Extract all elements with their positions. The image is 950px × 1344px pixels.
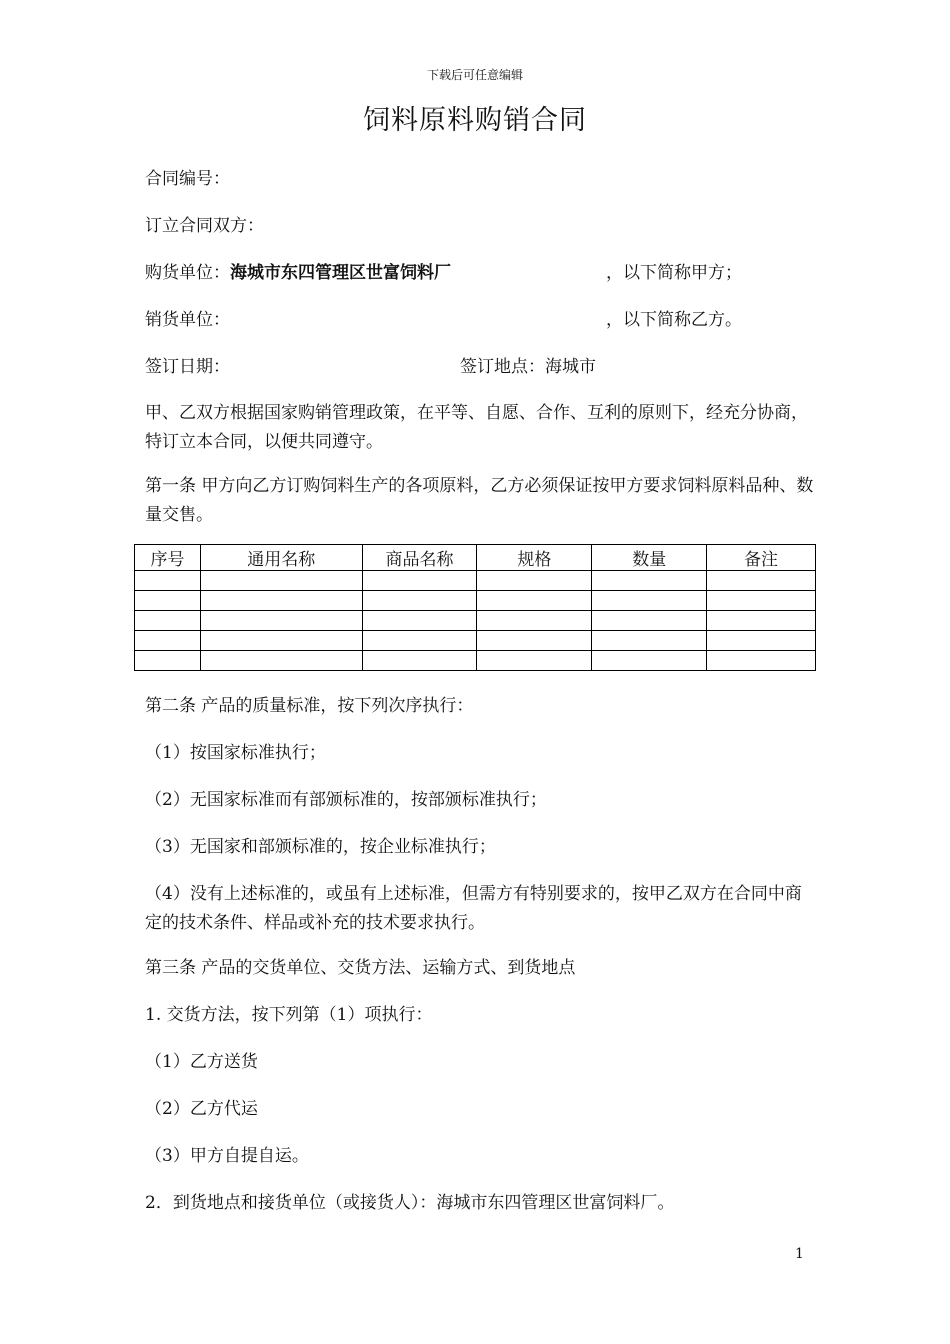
intro-paragraph: 甲、乙双方根据国家购销管理政策，在平等、自愿、合作、互利的原则下，经充分协商，特订立本合同，以便共同遵守。 [145,403,808,452]
buyer-name: 海城市东四管理区世富饲料厂 [230,263,451,283]
table-cell [362,651,477,671]
table-cell [200,651,362,671]
header-cell: 通用名称 [200,545,362,571]
table-cell [707,591,816,611]
header-cell: 规格 [477,545,592,571]
seller-suffix: ，以下简称乙方。 [606,310,742,330]
header-cell: 商品名称 [362,545,477,571]
table-row [135,631,816,651]
contract-number-label: 合同编号： [145,169,230,189]
table-cell [135,631,201,651]
table-cell [477,651,592,671]
header-cell: 序号 [135,545,201,571]
table-row [135,571,816,591]
table-cell [707,611,816,631]
delivery-option: （1）乙方送货 [145,1052,258,1072]
header-cell: 数量 [592,545,707,571]
table-row [135,611,816,631]
table-cell [477,591,592,611]
table-cell [707,651,816,671]
table-cell [477,571,592,591]
article-3-clause-2: 2．到货地点和接货单位（或接货人）：海城市东四管理区世富饲料厂。 [145,1193,675,1213]
table-cell [477,611,592,631]
table-cell [592,651,707,671]
table-cell [362,611,477,631]
table-cell [200,591,362,611]
table-cell [362,591,477,611]
seller-label: 销货单位： [145,310,230,330]
article-2-item: （1）按国家标准执行； [145,743,326,763]
table-header-row [135,545,816,571]
sign-date-label: 签订日期： [145,357,230,377]
article-2: 第二条 产品的质量标准，按下列次序执行： [145,696,474,716]
table-cell [200,571,362,591]
table-cell [707,631,816,651]
sign-place: 签订地点：海城市 [460,357,596,377]
header-note: 下载后可任意编辑 [426,68,523,82]
table-row [135,591,816,611]
table-cell [707,571,816,591]
table-cell [362,631,477,651]
buyer-line [145,258,451,288]
table-row [135,651,816,671]
materials-table [134,544,816,671]
article-2-item: （4）没有上述标准的，或虽有上述标准，但需方有特别要求的，按甲乙双方在合同中商定的技术条件、样品或补充的技术要求执行。 [145,884,802,933]
article-3: 第三条 产品的交货单位、交货方法、运输方式、到货地点 [145,958,576,978]
table-cell [135,571,201,591]
table-cell [135,611,201,631]
parties-label: 订立合同双方： [145,216,264,236]
document-title: 饲料原料购销合同 [363,105,587,136]
delivery-option: （3）甲方自提自运。 [145,1146,309,1166]
buyer-label: 购货单位： [145,263,230,283]
header-cell: 备注 [707,545,816,571]
table-cell [200,631,362,651]
table-cell [592,611,707,631]
table-cell [592,571,707,591]
seller-line [145,305,230,335]
table-cell [592,591,707,611]
table-cell [362,571,477,591]
article-3-clause-1: 1. 交货方法，按下列第（1）项执行： [145,1005,433,1025]
page-number: 1 [795,1246,804,1262]
table-cell [592,631,707,651]
table-cell [135,651,201,671]
table-cell [200,611,362,631]
table-cell [135,591,201,611]
table-cell [477,631,592,651]
buyer-suffix: ，以下简称甲方； [606,263,742,283]
article-2-item: （2）无国家标准而有部颁标准的，按部颁标准执行； [145,790,547,810]
article-2-item: （3）无国家和部颁标准的，按企业标准执行； [145,837,496,857]
article-1: 第一条 甲方向乙方订购饲料生产的各项原料，乙方必须保证按甲方要求饲料原料品种、数量交售。 [145,476,814,525]
delivery-option: （2）乙方代运 [145,1099,258,1119]
